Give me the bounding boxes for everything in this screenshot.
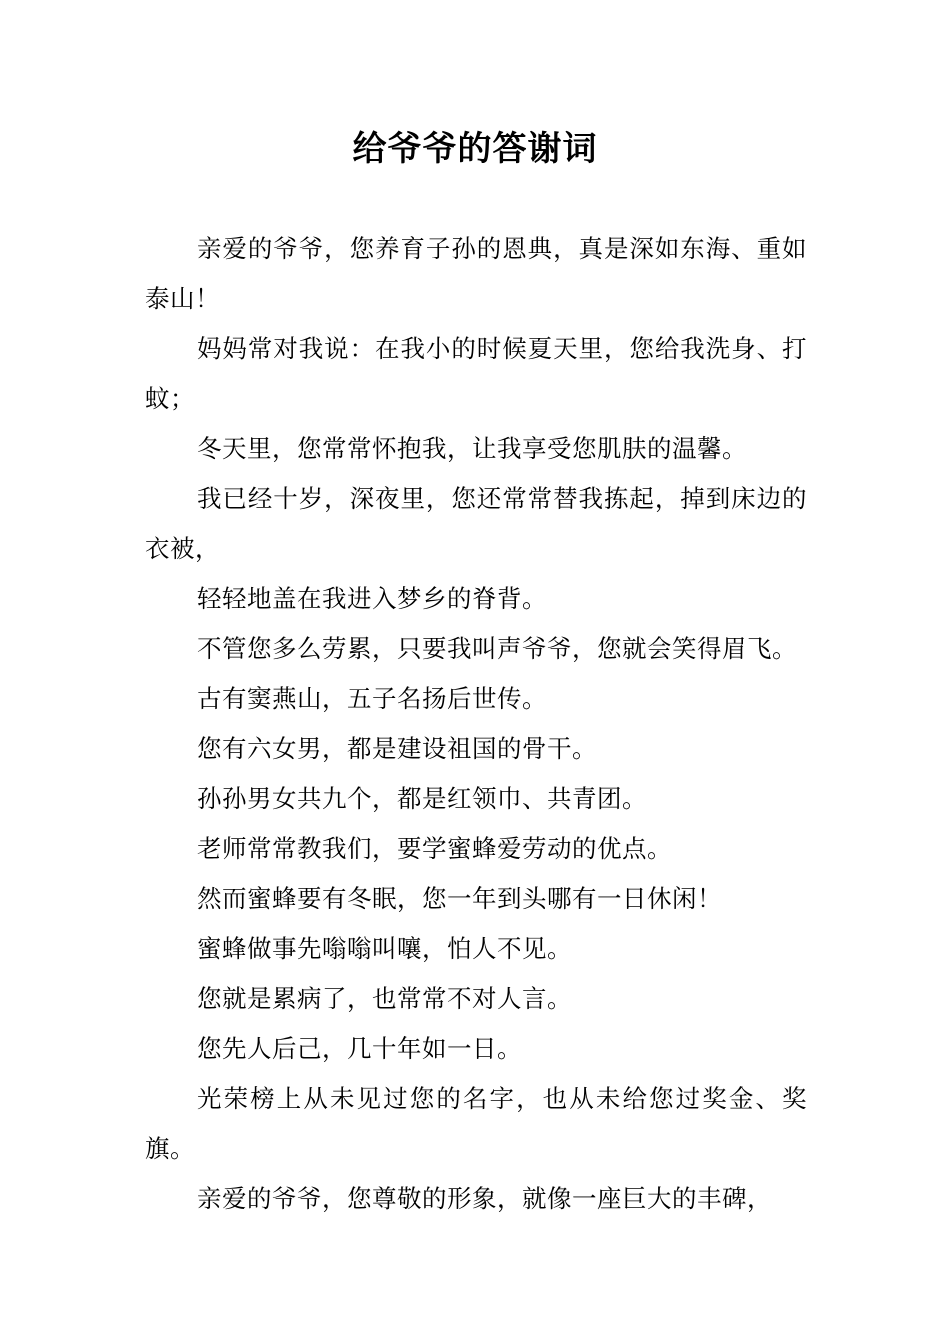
paragraph: 然而蜜蜂要有冬眠，您一年到头哪有一日休闲！: [197, 884, 722, 913]
paragraph: 不管您多么劳累，只要我叫声爷爷，您就会笑得眉飞。: [197, 634, 797, 663]
paragraph: 您就是累病了，也常常不对人言。: [197, 984, 572, 1013]
paragraph: 您先人后己，几十年如一日。: [197, 1034, 522, 1063]
paragraph: 蜜蜂做事先嗡嗡叫嚷，怕人不见。: [197, 934, 572, 963]
document-title: 给爷爷的答谢词: [352, 129, 598, 169]
paragraph: 孙孙男女共九个，都是红领巾、共青团。: [197, 784, 647, 813]
paragraph: 亲爱的爷爷，您养育子孙的恩典，真是深如东海、重如泰山！: [145, 234, 807, 313]
paragraph: 冬天里，您常常怀抱我，让我享受您肌肤的温馨。: [197, 434, 747, 463]
paragraph: 您有六女男，都是建设祖国的骨干。: [197, 734, 597, 763]
paragraph: 轻轻地盖在我进入梦乡的脊背。: [197, 584, 547, 613]
paragraph: 古有窦燕山，五子名扬后世传。: [197, 684, 547, 713]
paragraph: 我已经十岁，深夜里，您还常常替我拣起，掉到床边的衣被，: [145, 484, 807, 563]
paragraph: 光荣榜上从未见过您的名字，也从未给您过奖金、奖旗。: [145, 1084, 807, 1163]
document-body: [145, 224, 807, 1224]
paragraph: 妈妈常对我说：在我小的时候夏天里，您给我洗身、打蚊；: [145, 334, 807, 413]
paragraph: 老师常常教我们，要学蜜蜂爱劳动的优点。: [197, 834, 672, 863]
paragraph: 亲爱的爷爷，您尊敬的形象，就像一座巨大的丰碑，: [197, 1184, 772, 1213]
